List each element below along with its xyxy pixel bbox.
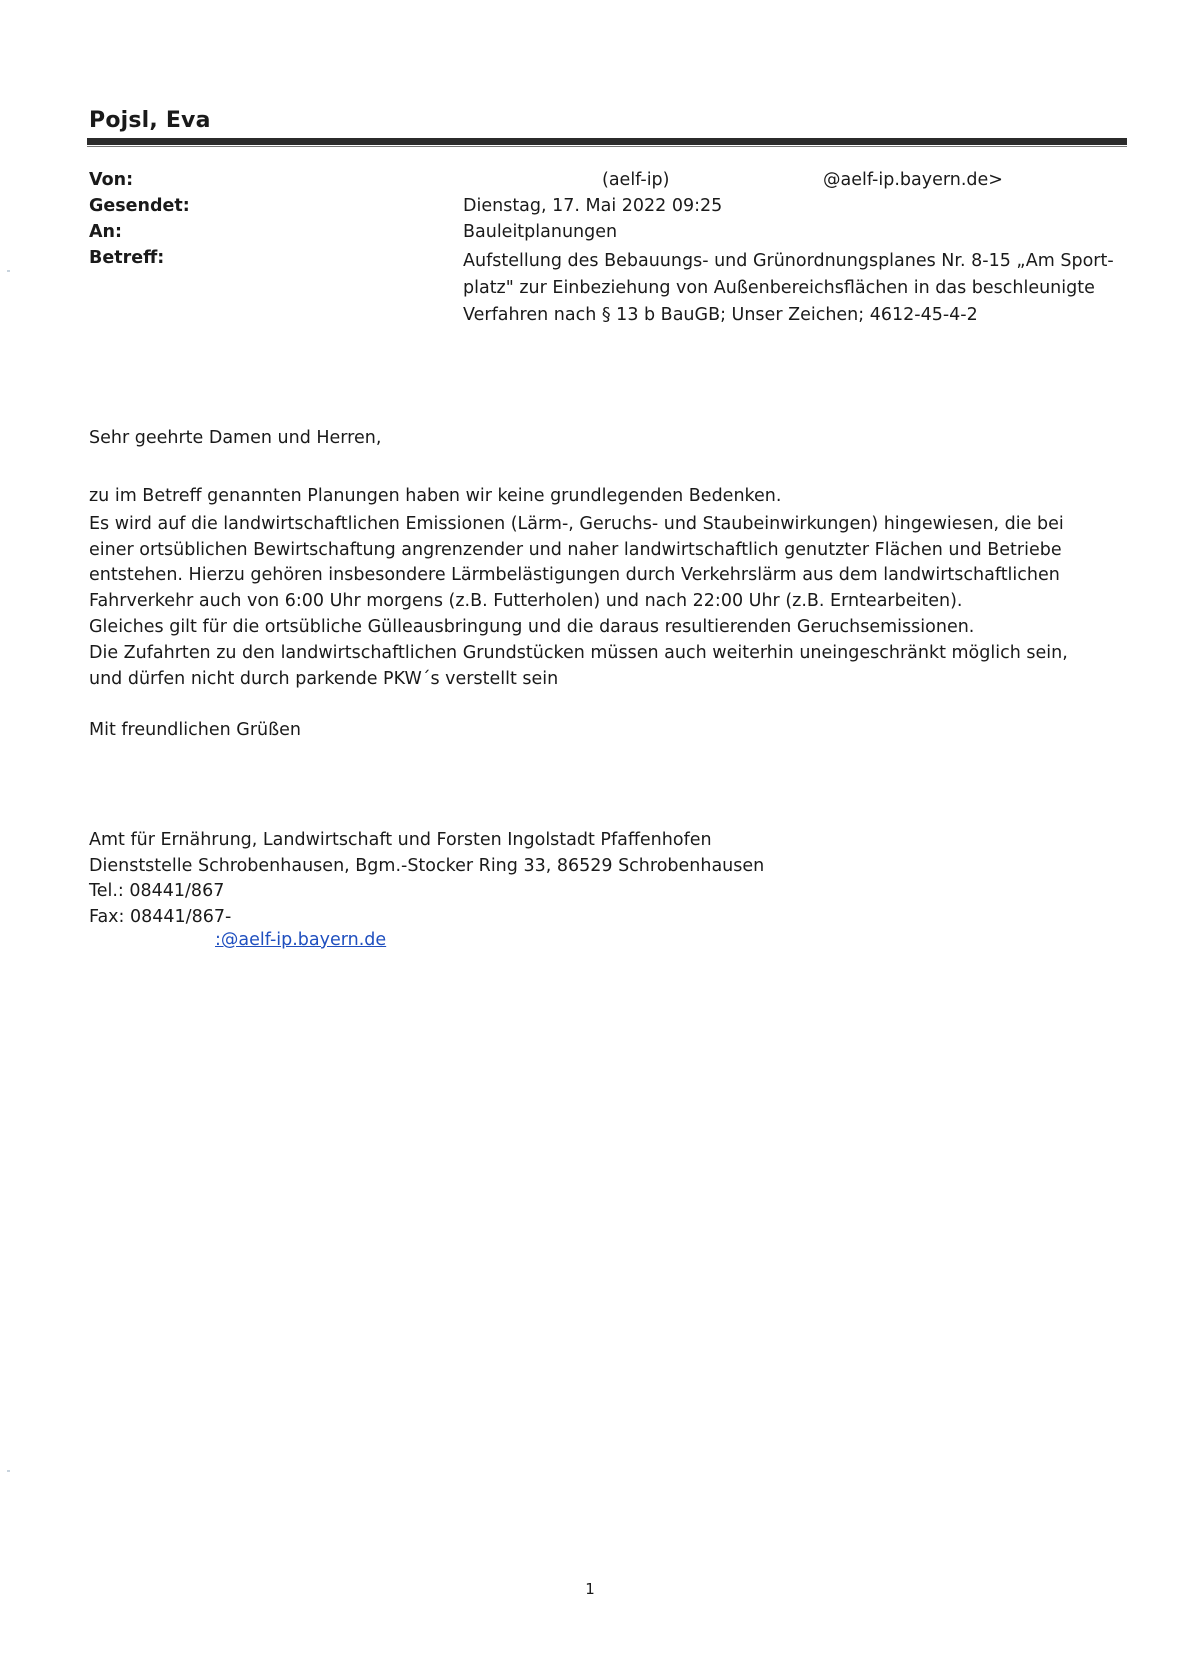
body-line: zu im Betreff genannten Planungen haben wir keine grundlegenden Bedenken. [89,486,782,506]
greeting: Sehr geehrte Damen und Herren, [89,428,382,448]
sent-label: Gesendet: [89,196,190,216]
to-value: Bauleitplanungen [463,222,618,242]
header-divider [87,138,1127,145]
body-line: Es wird auf die landwirtschaftlichen Emissionen (Lärm-, Geruchs- und Staubeinwirkungen) hingewiesen, die bei [89,513,1064,534]
signature-line: Fax: 08441/867- [89,906,232,927]
body-line: und dürfen nicht durch parkende PKW´s verstellt sein [89,668,559,689]
to-label: An: [89,222,123,242]
subject-line: platz" zur Einbeziehung von Außenbereichsflächen in das beschleunigte [463,278,1095,298]
subject-line: Aufstellung des Bebauungs- und Grünordnungsplanes Nr. 8-15 „Am Sport- [463,251,1114,271]
body-line: einer ortsüblichen Bewirtschaftung angrenzender und naher landwirtschaftlich genutzter Flächen und Betriebe [89,539,1062,560]
signature-line: Amt für Ernährung, Landwirtschaft und Forsten Ingolstadt Pfaffenhofen [89,830,712,850]
header-divider-thin [87,146,1127,147]
subject-value [463,248,1123,329]
scan-artifact [7,270,10,272]
sender-name: Pojsl, Eva [89,108,211,133]
scan-artifact [7,1470,10,1472]
from-label: Von: [89,170,134,190]
body-line: Fahrverkehr auch von 6:00 Uhr morgens (z.B. Futterholen) und nach 22:00 Uhr (z.B. Erntearbeiten). [89,591,963,612]
body-line: Gleiches gilt für die ortsübliche Gülleausbringung und die daraus resultierenden Geruchsemissionen. [89,616,975,637]
from-value-name: (aelf-ip) [602,170,670,190]
subject-label: Betreff: [89,248,165,268]
body-line: Die Zufahrten zu den landwirtschaftlichen Grundstücken müssen auch weiterhin uneingeschränkt möglich sein, [89,642,1068,663]
body-text [89,484,1129,692]
signature-email-link[interactable]: :@aelf-ip.bayern.de [215,930,387,950]
signature-line: Tel.: 08441/867 [89,881,225,901]
closing: Mit freundlichen Grüßen [89,720,301,740]
sent-value: Dienstag, 17. Mai 2022 09:25 [463,196,723,216]
signature-line: Dienststelle Schrobenhausen, Bgm.-Stocker Ring 33, 86529 Schrobenhausen [89,855,765,876]
body-line: entstehen. Hierzu gehören insbesondere Lärmbelästigungen durch Verkehrslärm aus dem landwirtschaftlichen [89,565,1060,586]
from-value-address: @aelf-ip.bayern.de> [823,170,1003,190]
signature-block [89,828,764,930]
subject-line: Verfahren nach § 13 b BauGB; Unser Zeichen; 4612-45-4-2 [463,305,978,325]
page-number: 1 [585,1580,595,1598]
